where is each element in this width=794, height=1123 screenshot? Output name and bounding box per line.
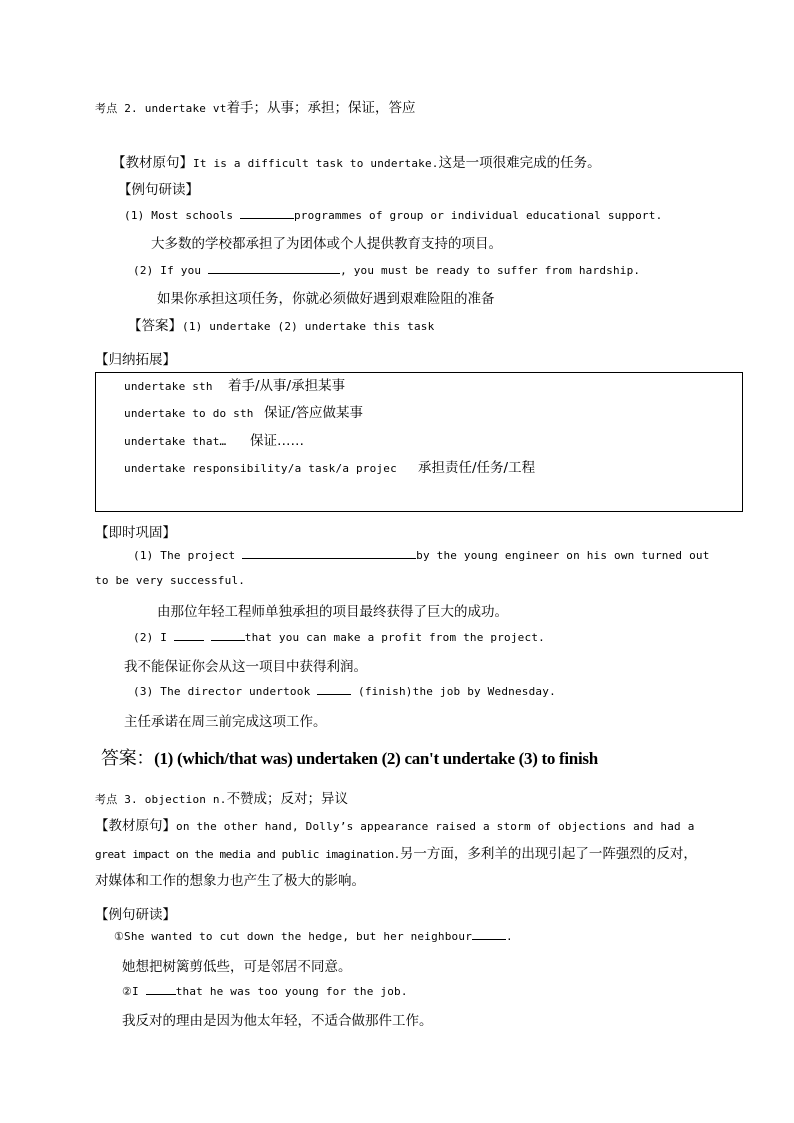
point2-example-1: (1) Most schools programmes of group or individual educational support. <box>124 209 663 222</box>
point3-textbook-line-2: great impact on the media and public imagination.另一方面，多利羊的出现引起了一阵强烈的反对， <box>95 846 697 862</box>
point2-answer <box>128 314 434 335</box>
textbook-sentence-en: It is a difficult task to undertake. <box>193 157 439 170</box>
point3-heading-en: 考点 3. objection n. <box>95 793 227 806</box>
textbook-sentence-en: on the other hand, Dolly’s appearance raised a storm of objections and had a <box>176 820 695 833</box>
answer-label: 【答案】 <box>128 318 182 334</box>
point2-heading-cn: 着手；从事；承担；保证，答应 <box>226 100 416 116</box>
textbook-label: 【教材原句】 <box>112 155 193 171</box>
point3-textbook-line <box>95 814 695 835</box>
answer-blank[interactable] <box>211 629 245 641</box>
point2-example-1-cn: 大多数的学校都承担了为团体或个人提供教育支持的项目。 <box>151 236 502 252</box>
practice-2: (2) I that you can make a profit from the project. <box>133 631 545 644</box>
point2-heading <box>95 96 416 117</box>
answer-blank[interactable] <box>240 207 294 219</box>
point2-example-label: 【例句研读】 <box>118 182 199 198</box>
practice-1-cn: 由那位年轻工程师单独承担的项目最终获得了巨大的成功。 <box>157 604 508 620</box>
point3-example-label: 【例句研读】 <box>95 907 176 923</box>
answer-blank[interactable] <box>208 262 340 274</box>
practice-2-cn: 我不能保证你会从这一项目中获得利润。 <box>124 659 367 675</box>
summary-label: 【归纳拓展】 <box>95 352 176 368</box>
practice-answer-label: 答案： <box>101 748 155 769</box>
point3-example-1: ①She wanted to cut down the hedge, but her neighbour . <box>114 930 513 943</box>
textbook-label: 【教材原句】 <box>95 818 176 834</box>
summary-item: undertake to do sth 保证/答应做某事 <box>124 405 364 421</box>
point3-example-2: ②I that he was too young for the job. <box>122 985 408 998</box>
point3-example-2-cn: 我反对的理由是因为他太年轻，不适合做那件工作。 <box>122 1013 433 1029</box>
answer-blank[interactable] <box>242 547 416 559</box>
point3-heading <box>95 787 348 808</box>
practice-1: (1) The project by the young engineer on his own turned out <box>133 549 710 562</box>
summary-item: undertake that… 保证…… <box>124 433 304 449</box>
answer-blank[interactable] <box>472 928 506 940</box>
point2-example-2-cn: 如果你承担这项任务，你就必须做好遇到艰难险阻的准备 <box>157 291 495 307</box>
summary-item: undertake responsibility/a task/a projec 承担责任/任务/工程 <box>124 460 536 476</box>
practice-1-cont: to be very successful. <box>95 574 246 587</box>
practice-answer-text: (1) (which/that was) undertaken (2) can't undertake (3) to finish <box>154 749 598 768</box>
answer-blank[interactable] <box>146 983 176 995</box>
answer-blank[interactable] <box>174 629 204 641</box>
answer-blank[interactable] <box>317 683 351 695</box>
practice-answer <box>101 744 598 770</box>
practice-3-cn: 主任承诺在周三前完成这项工作。 <box>124 714 327 730</box>
point2-example-2: (2) If you , you must be ready to suffer from hardship. <box>133 264 641 277</box>
practice-label: 【即时巩固】 <box>95 525 176 541</box>
point3-example-1-cn: 她想把树篱剪低些，可是邻居不同意。 <box>122 959 352 975</box>
point2-textbook-line <box>112 151 601 172</box>
practice-3: (3) The director undertook (finish)the job by Wednesday. <box>133 685 556 698</box>
point3-textbook-line-3: 对媒体和工作的想象力也产生了极大的影响。 <box>95 873 365 889</box>
point2-heading-en: 考点 2. undertake vt <box>95 102 227 115</box>
textbook-sentence-cn: 这是一项很难完成的任务。 <box>438 155 601 171</box>
answer-text: (1) undertake (2) undertake this task <box>182 320 435 333</box>
point3-heading-cn: 不赞成；反对；异议 <box>226 791 349 807</box>
summary-item: undertake sth 着手/从事/承担某事 <box>124 378 346 394</box>
